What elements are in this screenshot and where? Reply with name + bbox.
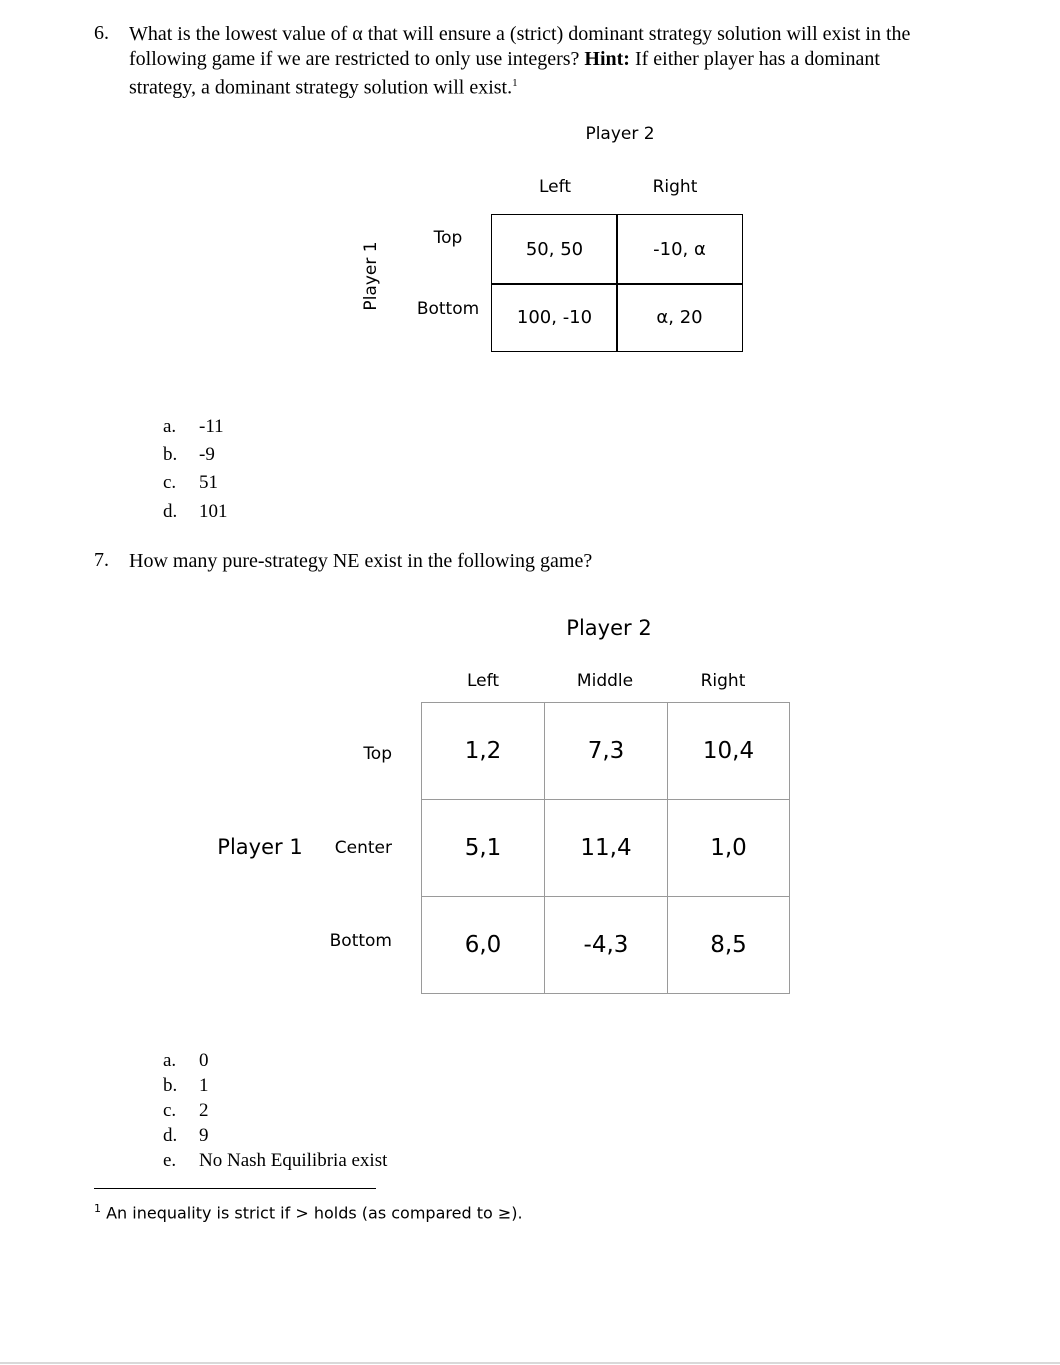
game-2-cell-bottom-right: 8,5	[667, 896, 790, 994]
choice-letter: c.	[163, 1100, 177, 1121]
footnote-reference: 1	[512, 77, 518, 89]
game-1-cell-top-right: -10, α	[616, 214, 743, 285]
choice-letter: d.	[163, 1125, 178, 1146]
game-2-col-right: Right	[700, 671, 746, 691]
choice-value: 101	[199, 501, 228, 522]
question-6-line-3	[129, 71, 989, 100]
game-2-cell-bottom-middle: -4,3	[544, 896, 668, 994]
question-6-line-2	[129, 47, 989, 72]
footnote	[94, 1202, 523, 1222]
choice-letter: c.	[163, 472, 177, 493]
game-2-cell-center-left: 5,1	[421, 799, 545, 897]
question-6-line-2-rest: If either player has a dominant	[634, 47, 880, 70]
game-1-row-top: Top	[433, 228, 463, 248]
game-1-col-right: Right	[652, 177, 698, 197]
choice-letter: b.	[163, 1075, 178, 1096]
choice-value: -11	[199, 416, 224, 437]
question-7-text: How many pure-strategy NE exist in the following game?	[129, 550, 593, 572]
choice-value: 2	[199, 1100, 209, 1121]
game-2-cell-center-middle: 11,4	[544, 799, 668, 897]
game-2-cell-top-right: 10,4	[667, 702, 790, 800]
game-2-row-bottom: Bottom	[329, 931, 392, 951]
choice-value: 51	[199, 472, 218, 493]
game-2-player-2-label: Player 2	[566, 616, 652, 640]
question-6-line-2-start: following game if we are restricted to only use integers?	[129, 47, 580, 70]
footnote-marker: 1	[94, 1202, 101, 1215]
game-2-cell-top-middle: 7,3	[544, 702, 668, 800]
game-2-cell-top-left: 1,2	[421, 702, 545, 800]
game-2-cell-center-right: 1,0	[667, 799, 790, 897]
question-6-text	[129, 22, 989, 100]
question-6-number: 6.	[94, 22, 109, 44]
choice-letter: a.	[163, 1050, 177, 1071]
game-1-row-bottom: Bottom	[416, 299, 480, 319]
game-2-col-middle: Middle	[576, 671, 634, 691]
game-2-row-center: Center	[334, 838, 392, 858]
game-1-col-left: Left	[539, 177, 571, 197]
choice-value: 0	[199, 1050, 209, 1071]
game-1-cell-bottom-right: α, 20	[616, 283, 743, 352]
game-2-player-1-label: Player 1	[217, 835, 303, 859]
choice-letter: e.	[163, 1150, 177, 1171]
game-1-cell-bottom-left: 100, -10	[491, 283, 618, 352]
game-1-cell-top-left: 50, 50	[491, 214, 618, 285]
choice-value: 1	[199, 1075, 209, 1096]
page-edge	[0, 1362, 1060, 1364]
game-2-row-top: Top	[363, 744, 392, 764]
footnote-divider	[94, 1188, 376, 1189]
choice-value: -9	[199, 444, 215, 465]
choice-value: 9	[199, 1125, 209, 1146]
question-6-line-3-text: strategy, a dominant strategy solution will exist.	[129, 76, 513, 99]
choice-letter: b.	[163, 444, 178, 465]
game-1-player-1-label: Player 1	[361, 241, 381, 311]
choice-letter: d.	[163, 501, 178, 522]
hint-label: Hint:	[584, 47, 630, 70]
game-2-col-left: Left	[467, 671, 499, 691]
footnote-text: An inequality is strict if > holds (as compared to ≥).	[106, 1203, 523, 1223]
choice-letter: a.	[163, 416, 177, 437]
question-6-line-1: What is the lowest value of α that will ensure a (strict) dominant strategy solution will exist in the	[129, 23, 911, 45]
choice-value: No Nash Equilibria exist	[199, 1150, 388, 1171]
game-1-player-2-label: Player 2	[585, 124, 655, 144]
question-7-number: 7.	[94, 549, 109, 571]
game-2-cell-bottom-left: 6,0	[421, 896, 545, 994]
